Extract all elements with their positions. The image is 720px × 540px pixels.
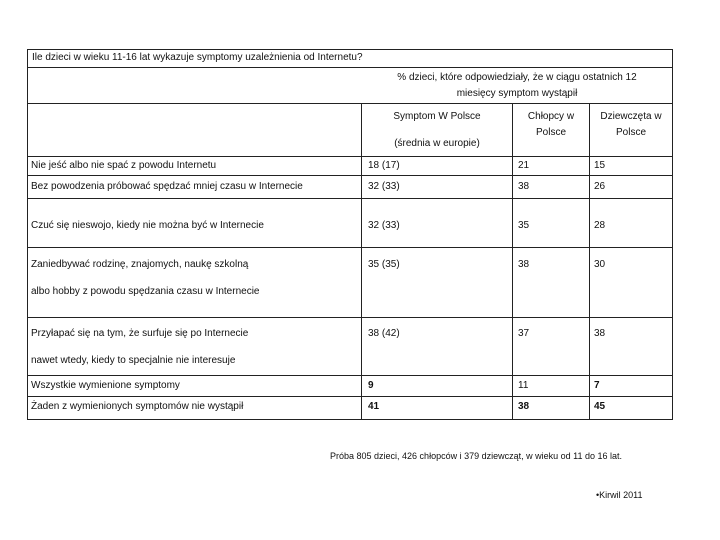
column-header-boys-2: Polsce xyxy=(535,127,566,138)
column-header-poland-note: (średnia w europie) xyxy=(394,138,480,149)
cell-boys: 35 xyxy=(518,220,530,231)
row-label: Czuć się nieswojo, kiedy nie można być w Internecie xyxy=(31,220,264,231)
header-percent-line-1: % dzieci, które odpowiedziały, że w ciągu ostatnich 12 xyxy=(397,72,637,83)
cell-girls: 26 xyxy=(594,181,606,192)
cell-boys: 11 xyxy=(518,380,529,391)
cell-boys: 38 xyxy=(518,259,530,270)
row-label: Bez powodzenia próbować spędzać mniej czasu w Internecie xyxy=(31,181,303,192)
cell-boys: 38 xyxy=(518,181,530,192)
cell-girls: 7 xyxy=(594,380,600,391)
row-label: Nie jeść albo nie spać z powodu Internetu xyxy=(31,160,217,171)
cell-girls: 38 xyxy=(594,328,606,339)
column-header-poland: Symptom W Polsce xyxy=(393,111,481,122)
column-header-boys: Chłopcy w xyxy=(527,111,575,122)
row-label: Zaniedbywać rodzinę, znajomych, naukę szkolną xyxy=(31,259,249,270)
sample-footnote: Próba 805 dzieci, 426 chłopców i 379 dziewcząt, w wieku od 11 do 16 lat. xyxy=(330,451,623,461)
cell-poland: 41 xyxy=(368,401,380,412)
cell-poland: 18 (17) xyxy=(368,160,400,171)
row-label: Wszystkie wymienione symptomy xyxy=(31,380,180,391)
cell-poland: 38 (42) xyxy=(368,328,400,339)
header-percent-line-2: miesięcy symptom wystąpił xyxy=(456,88,578,99)
cell-poland: 9 xyxy=(368,380,374,391)
row-label: Przyłapać się na tym, że surfuje się po Internecie xyxy=(31,328,249,339)
cell-girls: 28 xyxy=(594,220,606,231)
row-label: Żaden z wymienionych symptomów nie wystąpił xyxy=(31,401,244,412)
cell-boys: 38 xyxy=(518,401,530,412)
cell-girls: 45 xyxy=(594,401,606,412)
author-credit: •Kirwil 2011 xyxy=(596,490,643,500)
cell-poland: 32 (33) xyxy=(368,181,400,192)
row-label-continuation: nawet wtedy, kiedy to specjalnie nie interesuje xyxy=(31,355,236,366)
column-header-girls: Dziewczęta w xyxy=(600,111,662,122)
cell-poland: 35 (35) xyxy=(368,259,400,270)
row-label-continuation: albo hobby z powodu spędzania czasu w Internecie xyxy=(31,286,260,297)
page-title: Ile dzieci w wieku 11-16 lat wykazuje symptomy uzależnienia od Internetu? xyxy=(32,52,363,63)
column-header-girls-2: Polsce xyxy=(615,127,646,138)
cell-boys: 37 xyxy=(518,328,530,339)
cell-boys: 21 xyxy=(518,160,530,171)
cell-poland: 32 (33) xyxy=(368,220,400,231)
cell-girls: 15 xyxy=(594,160,606,171)
cell-girls: 30 xyxy=(594,259,606,270)
